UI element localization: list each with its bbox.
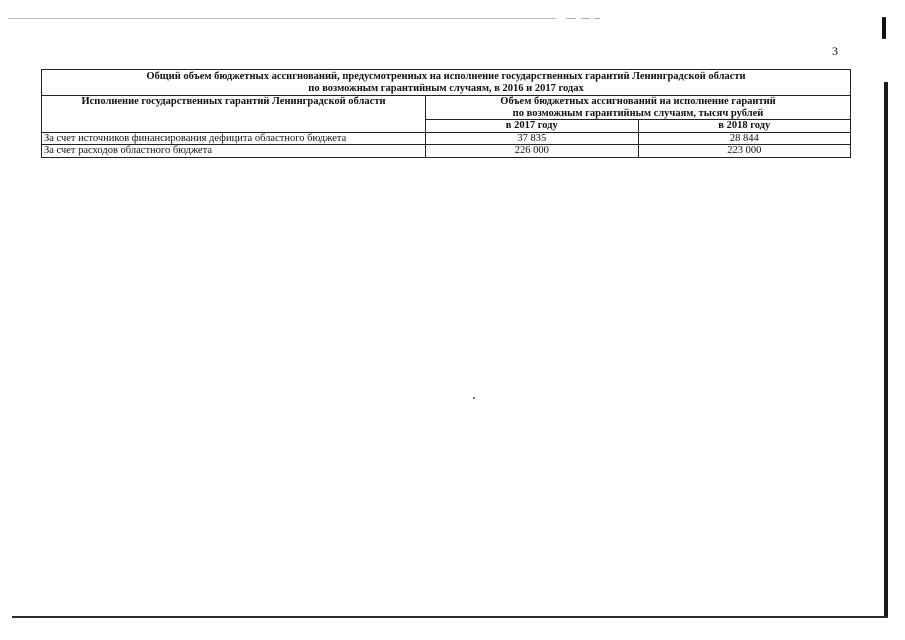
budget-table — [41, 69, 851, 158]
row-label: За счет источников финансирования дефицита областного бюджета — [42, 132, 426, 145]
column-header-year-2018: в 2018 году — [638, 120, 851, 133]
cell-value-2017: 226 000 — [426, 145, 639, 158]
table-header-row — [42, 96, 851, 120]
scan-line-top — [8, 18, 556, 19]
column-header-guarantees: Исполнение государственных гарантий Ленинградской области — [42, 96, 426, 133]
table-title — [42, 70, 851, 96]
cell-value-2018: 28 844 — [638, 132, 851, 145]
scan-mark — [882, 17, 886, 39]
table-title-line: по возможным гарантийным случаям, в 2016 и 2017 годах — [308, 82, 584, 94]
cell-value-2017: 37 835 — [426, 132, 639, 145]
column-header-volume — [426, 96, 851, 120]
page-number: 3 — [832, 44, 838, 58]
scan-edge-right — [884, 82, 888, 617]
table-title-line: Общий объем бюджетных ассигнований, предусмотренных на исполнение государственных гарантий Ленинградской области — [146, 71, 746, 82]
column-header-year-2017: в 2017 году — [426, 120, 639, 133]
scan-dash — [566, 18, 576, 19]
scan-dash — [581, 18, 590, 19]
table-row — [42, 145, 851, 158]
row-label: За счет расходов областного бюджета — [42, 145, 426, 158]
column-header-volume-line: Объем бюджетных ассигнований на исполнение гарантий — [500, 96, 776, 107]
table-title-row — [42, 70, 851, 96]
cell-value-2018: 223 000 — [638, 145, 851, 158]
scan-speck — [473, 397, 475, 399]
table-row — [42, 132, 851, 145]
scan-dash — [594, 18, 600, 19]
scan-edge-bottom — [12, 616, 888, 618]
column-header-volume-line: по возможным гарантийным случаям, тысяч рублей — [512, 107, 764, 119]
